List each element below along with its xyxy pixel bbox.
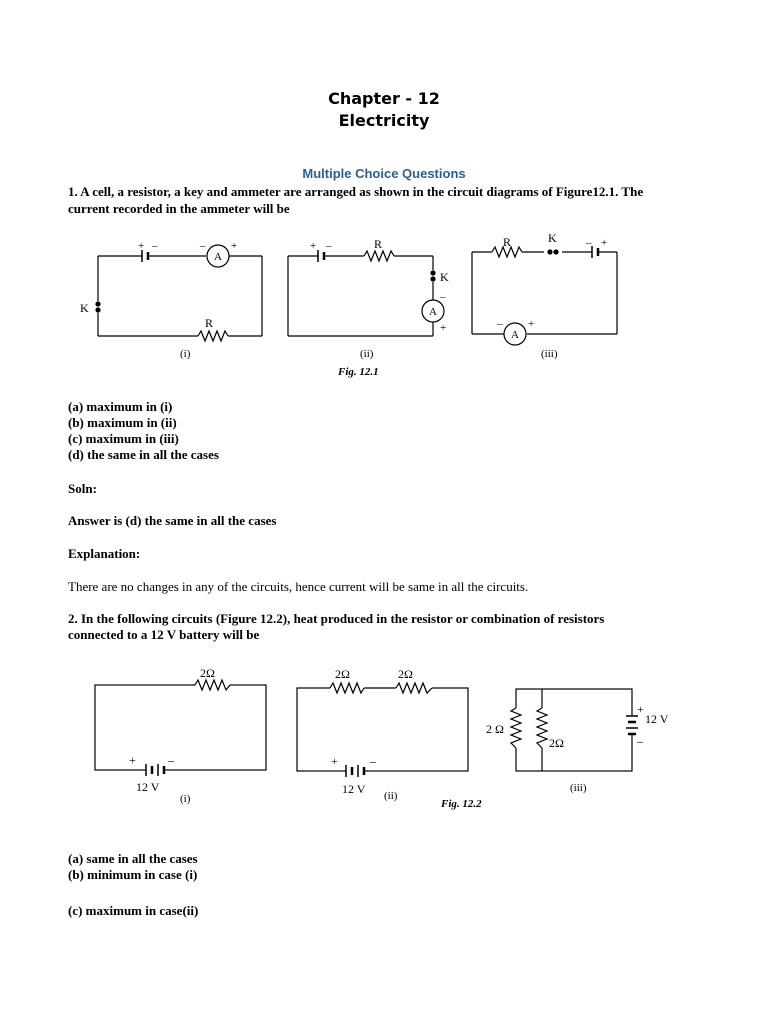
battery-minus-sign: – bbox=[168, 753, 174, 767]
figure-12-1-circuit-i bbox=[98, 245, 262, 341]
resistance-label: 2Ω bbox=[549, 736, 564, 750]
explanation-label: Explanation: bbox=[68, 546, 141, 561]
ammeter-minus-sign: – bbox=[440, 291, 446, 303]
ammeter-plus-sign: + bbox=[231, 240, 238, 252]
battery-plus-sign: + bbox=[637, 702, 644, 716]
battery-plus-sign: + bbox=[331, 754, 338, 768]
q2-option-a: (a) same in all the cases bbox=[68, 851, 198, 866]
cell-plus-sign: + bbox=[310, 240, 317, 252]
chapter-title: Electricity bbox=[338, 111, 430, 130]
ammeter-minus-sign: – bbox=[200, 240, 206, 252]
chapter-number: Chapter - 12 bbox=[328, 89, 440, 108]
cell-minus-sign: – bbox=[152, 240, 158, 252]
q1-option-c: (c) maximum in (iii) bbox=[68, 431, 179, 446]
resistance-label: 2 Ω bbox=[486, 722, 504, 736]
resistance-label: 2Ω bbox=[335, 667, 350, 681]
ammeter-label: A bbox=[429, 306, 437, 318]
q2-option-c: (c) maximum in case(ii) bbox=[68, 903, 199, 918]
figure-12-1-circuit-ii bbox=[288, 250, 447, 336]
battery-plus-sign: + bbox=[129, 753, 136, 767]
key-label: K bbox=[440, 270, 449, 284]
ammeter-plus-sign: + bbox=[528, 318, 535, 330]
figure-caption: Fig. 12.1 bbox=[338, 366, 379, 378]
section-heading: Multiple Choice Questions bbox=[302, 166, 466, 181]
q1-option-d: (d) the same in all the cases bbox=[68, 447, 219, 462]
figure-12-1-circuit-iii bbox=[472, 246, 617, 345]
battery-minus-sign: – bbox=[370, 754, 376, 768]
voltage-label: 12 V bbox=[342, 782, 366, 796]
resistance-label: 2Ω bbox=[200, 666, 215, 680]
resistor-label: R bbox=[205, 316, 214, 330]
figure-12-2-circuit-iii bbox=[511, 689, 638, 771]
ammeter-plus-sign: + bbox=[440, 322, 447, 334]
question-2-line-1: 2. In the following circuits (Figure 12.2), heat produced in the resistor or combination of resistors bbox=[68, 611, 605, 626]
cell-minus-sign: – bbox=[326, 240, 332, 252]
resistor-label: R bbox=[374, 237, 383, 251]
panel-label-i: (i) bbox=[180, 793, 191, 805]
cell-plus-sign: + bbox=[601, 237, 608, 249]
ammeter-label: A bbox=[214, 251, 222, 263]
question-1-line-1: 1. A cell, a resistor, a key and ammeter are arranged as shown in the circuit diagrams of Figure12.1. The bbox=[68, 184, 644, 199]
panel-label-ii: (ii) bbox=[360, 348, 374, 360]
question-2-line-2: connected to a 12 V battery will be bbox=[68, 627, 260, 642]
q2-option-b: (b) minimum in case (i) bbox=[68, 867, 198, 882]
battery-minus-sign: – bbox=[637, 734, 643, 748]
explanation-text: There are no changes in any of the circuits, hence current will be same in all the circuits. bbox=[68, 579, 529, 594]
ammeter-minus-sign: – bbox=[497, 318, 503, 330]
panel-label-i: (i) bbox=[180, 348, 191, 360]
soln-label: Soln: bbox=[68, 481, 97, 496]
figure-12-2-circuit-i bbox=[95, 680, 266, 776]
panel-label-iii: (iii) bbox=[541, 348, 558, 360]
panel-label-iii: (iii) bbox=[570, 782, 587, 794]
figure-12-2-circuit-ii bbox=[297, 683, 468, 777]
resistance-label: 2Ω bbox=[398, 667, 413, 681]
ammeter-label: A bbox=[511, 329, 519, 341]
resistor-label: R bbox=[503, 235, 512, 249]
key-label: K bbox=[80, 301, 89, 315]
q1-option-b: (b) maximum in (ii) bbox=[68, 415, 177, 430]
voltage-label: 12 V bbox=[645, 712, 669, 726]
q1-option-a: (a) maximum in (i) bbox=[68, 399, 173, 414]
voltage-label: 12 V bbox=[136, 780, 160, 794]
panel-label-ii: (ii) bbox=[384, 790, 398, 802]
question-1-line-2: current recorded in the ammeter will be bbox=[68, 201, 290, 216]
cell-minus-sign: – bbox=[586, 237, 592, 249]
figure-caption: Fig. 12.2 bbox=[441, 798, 482, 810]
key-label: K bbox=[548, 231, 557, 245]
cell-plus-sign: + bbox=[138, 240, 145, 252]
answer-text: Answer is (d) the same in all the cases bbox=[68, 513, 277, 528]
